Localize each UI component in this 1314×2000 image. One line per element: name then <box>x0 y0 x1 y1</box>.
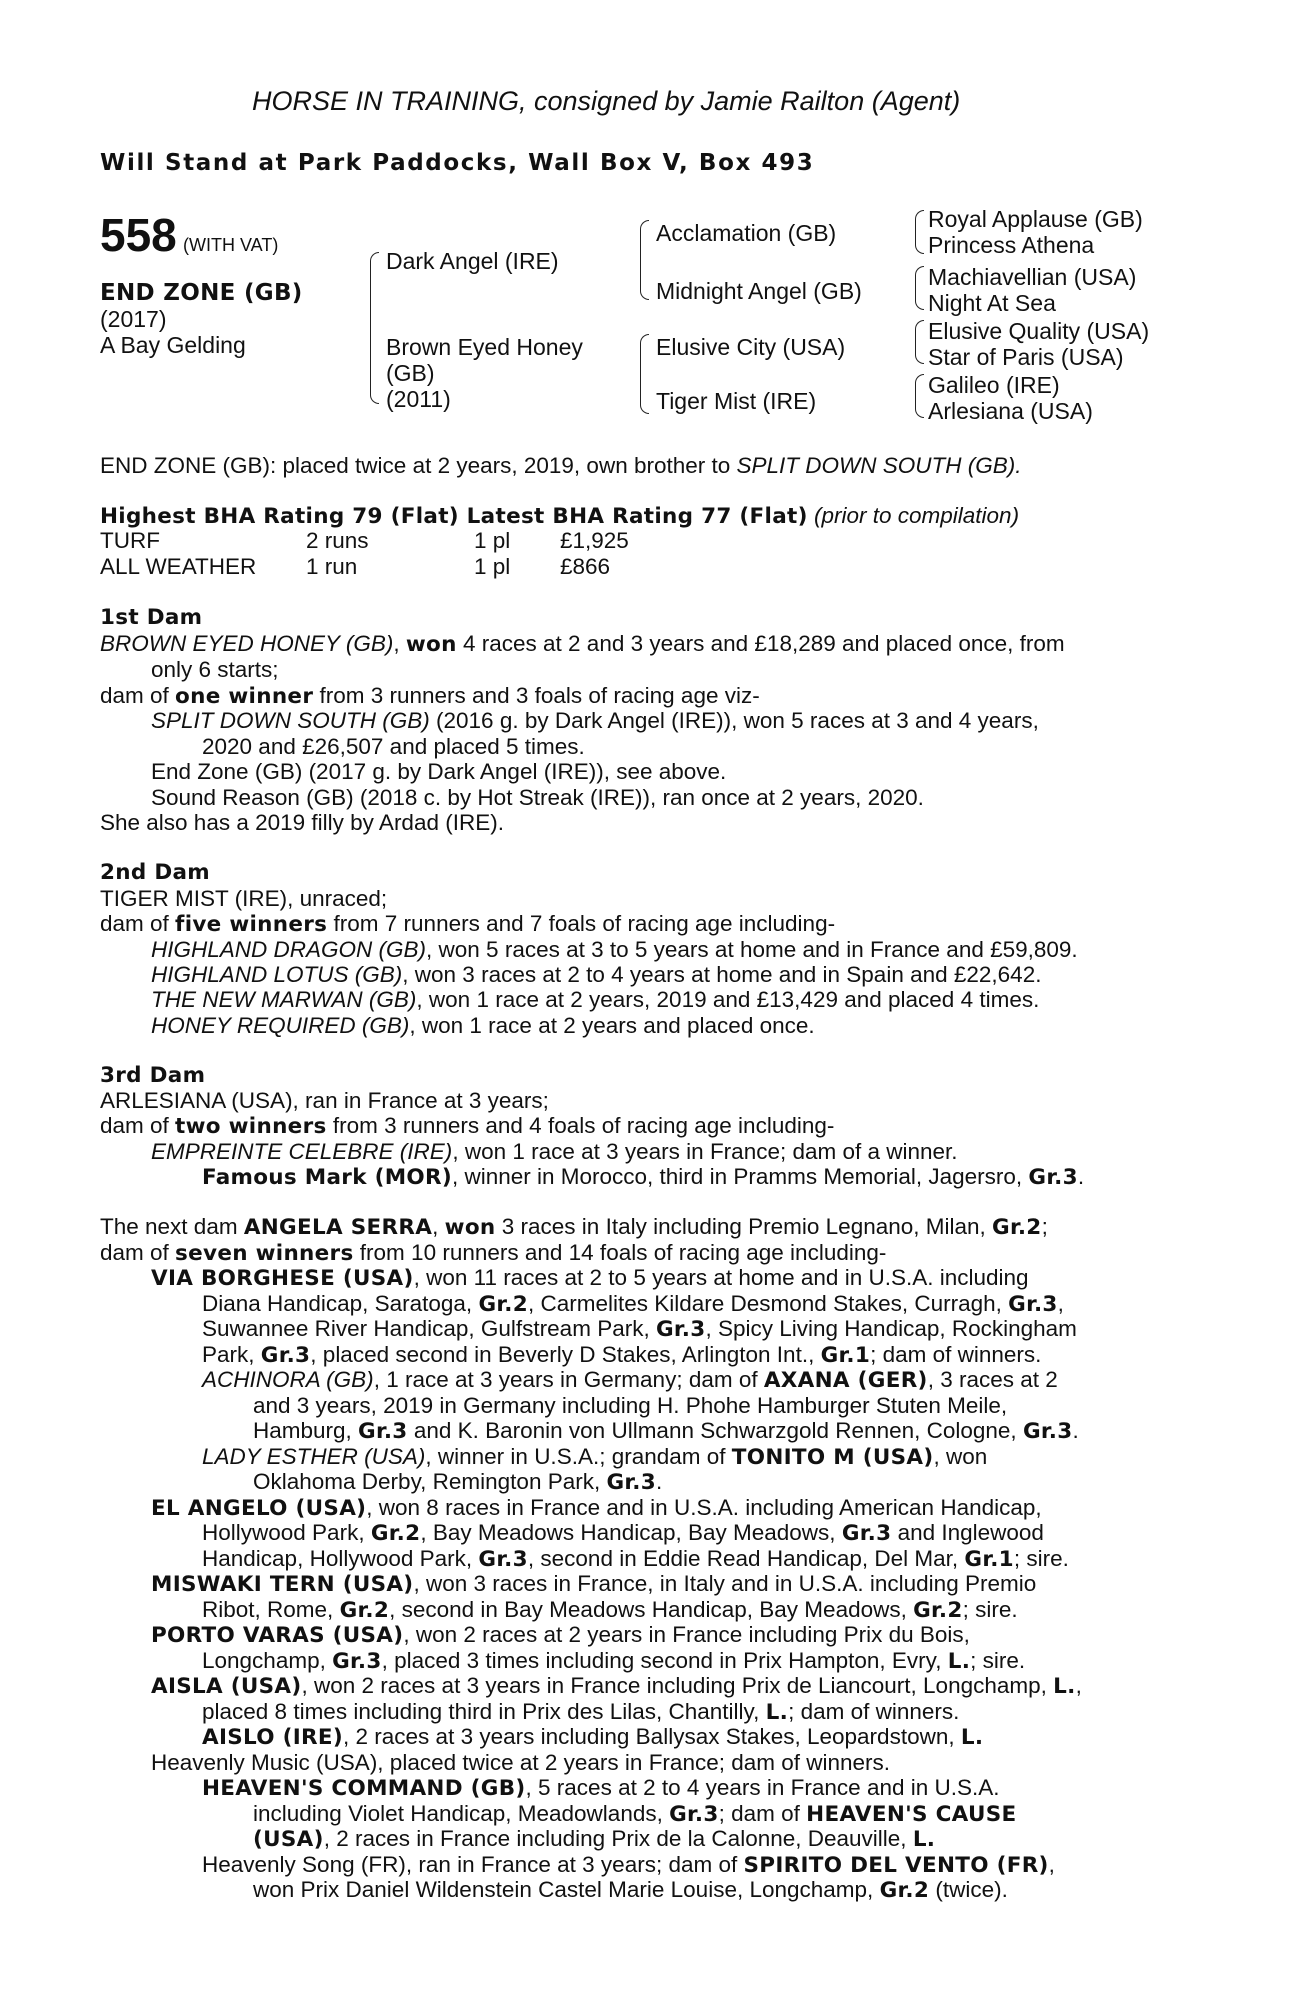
next-dam-line: VIA BORGHESE (USA), won 11 races at 2 to 5 years at home and in U.S.A. including <box>151 1265 1029 1291</box>
next-dam-line: Oklahoma Derby, Remington Park, Gr.3. <box>253 1469 663 1495</box>
pedigree-ggd-2: Night At Sea <box>928 290 1056 316</box>
second-dam-line: THE NEW MARWAN (GB), won 1 race at 2 years, 2019 and £13,429 and placed 4 times. <box>151 987 1040 1012</box>
pedigree-sire-dam: Midnight Angel (GB) <box>656 278 862 304</box>
record-prize: £1,925 <box>560 528 629 553</box>
second-dam-heading: 2nd Dam <box>100 860 210 885</box>
record-runs: 2 runs <box>306 528 369 553</box>
next-dam-line: Hollywood Park, Gr.2, Bay Meadows Handicap, Bay Meadows, Gr.3 and Inglewood <box>202 1520 1044 1546</box>
third-dam-heading: 3rd Dam <box>100 1063 206 1088</box>
pedigree-sire-sire: Acclamation (GB) <box>656 220 837 246</box>
third-dam-line: ARLESIANA (USA), ran in France at 3 years; <box>100 1088 549 1113</box>
pedigree-sire: Dark Angel (IRE) <box>386 248 559 274</box>
next-dam-line: AISLA (USA), won 2 races at 3 years in France including Prix de Liancourt, Longchamp, L., <box>151 1673 1082 1699</box>
race-summary-sibling: SPLIT DOWN SOUTH (GB). <box>736 453 1022 478</box>
next-dam-line: (USA), 2 races in France including Prix de la Calonne, Deauville, L. <box>253 1826 936 1852</box>
pedigree-brace-ss <box>915 210 924 254</box>
next-dam-line: Handicap, Hollywood Park, Gr.3, second in Eddie Read Handicap, Del Mar, Gr.1; sire. <box>202 1546 1069 1572</box>
next-dam-line: Heavenly Music (USA), placed twice at 2 years in France; dam of winners. <box>151 1750 891 1775</box>
lot-number: 558 <box>100 209 177 261</box>
second-dam-line: dam of five winners from 7 runners and 7 foals of racing age including- <box>100 911 836 937</box>
next-dam-line: HEAVEN'S COMMAND (GB), 5 races at 2 to 4 years in France and in U.S.A. <box>202 1775 1000 1801</box>
next-dam-line: Ribot, Rome, Gr.2, second in Bay Meadows Handicap, Bay Meadows, Gr.2; sire. <box>202 1597 1018 1623</box>
pedigree-dam-country: (GB) <box>386 360 435 386</box>
bha-rating-note: (prior to compilation) <box>813 503 1020 528</box>
first-dam-line: only 6 starts; <box>151 657 279 682</box>
next-dam-line: ACHINORA (GB), 1 race at 3 years in Germany; dam of AXANA (GER), 3 races at 2 <box>202 1367 1058 1393</box>
next-dam-line: placed 8 times including third in Prix des Lilas, Chantilly, L.; dam of winners. <box>202 1699 960 1725</box>
next-dam-line: EL ANGELO (USA), won 8 races in France and in U.S.A. including American Handicap, <box>151 1495 1042 1521</box>
bha-rating <box>100 503 1019 530</box>
horse-name: END ZONE (GB) <box>100 280 303 306</box>
pedigree-brace-sd <box>915 266 924 310</box>
next-dam-line: MISWAKI TERN (USA), won 3 races in France, in Italy and in U.S.A. including Premio <box>151 1571 1037 1597</box>
next-dam-line: Diana Handicap, Saratoga, Gr.2, Carmelites Kildare Desmond Stakes, Curragh, Gr.3, <box>202 1291 1064 1317</box>
next-dam-line: won Prix Daniel Wildenstein Castel Marie Louise, Longchamp, Gr.2 (twice). <box>253 1877 1008 1903</box>
next-dam-line: Heavenly Song (FR), ran in France at 3 years; dam of SPIRITO DEL VENTO (FR), <box>202 1852 1055 1878</box>
next-dam-line: Suwannee River Handicap, Gulfstream Park, Gr.3, Spicy Living Handicap, Rockingham <box>202 1316 1077 1342</box>
record-runs: 1 run <box>306 554 358 579</box>
pedigree-ggs-2: Machiavellian (USA) <box>928 264 1137 290</box>
stand-location: Will Stand at Park Paddocks, Wall Box V, Box 493 <box>100 150 815 176</box>
next-dam-line: LADY ESTHER (USA), winner in U.S.A.; grandam of TONITO M (USA), won <box>202 1444 988 1470</box>
record-row <box>100 554 256 580</box>
first-dam-heading: 1st Dam <box>100 605 203 630</box>
record-placed: 1 pl <box>474 554 511 579</box>
pedigree-brace-main <box>370 252 379 404</box>
horse-description: A Bay Gelding <box>100 332 246 358</box>
next-dam-line: dam of seven winners from 10 runners and 14 foals of racing age including- <box>100 1240 887 1266</box>
vat-label: (WITH VAT) <box>183 235 279 255</box>
second-dam-line: HONEY REQUIRED (GB), won 1 race at 2 years and placed once. <box>151 1013 815 1038</box>
race-summary-text: END ZONE (GB): placed twice at 2 years, 2019, own brother to <box>100 453 737 478</box>
record-prize: £866 <box>560 554 611 579</box>
pedigree-ggd-4: Arlesiana (USA) <box>928 398 1093 424</box>
first-dam-line: 2020 and £26,507 and placed 5 times. <box>202 734 585 759</box>
next-dam-line: including Violet Handicap, Meadowlands, Gr.3; dam of HEAVEN'S CAUSE <box>253 1801 1017 1827</box>
first-dam-line: End Zone (GB) (2017 g. by Dark Angel (IRE)), see above. <box>151 759 727 784</box>
first-dam-line: She also has a 2019 filly by Ardad (IRE). <box>100 810 504 835</box>
pedigree-dam-year: (2011) <box>386 386 451 412</box>
lot-number-line <box>100 209 279 268</box>
pedigree-brace-dd <box>915 374 924 418</box>
record-placed: 1 pl <box>474 528 511 553</box>
pedigree-dam-dam: Tiger Mist (IRE) <box>656 388 817 414</box>
pedigree-dam: Brown Eyed Honey <box>386 334 583 360</box>
pedigree-brace-dam <box>640 334 649 414</box>
first-dam-line: BROWN EYED HONEY (GB), won 4 races at 2 and 3 years and £18,289 and placed once, from <box>100 631 1065 657</box>
next-dam-line: Park, Gr.3, placed second in Beverly D Stakes, Arlington Int., Gr.1; dam of winners. <box>202 1342 1042 1368</box>
second-dam-line: HIGHLAND DRAGON (GB), won 5 races at 3 to 5 years at home and in France and £59,809. <box>151 937 1078 962</box>
next-dam-line: The next dam ANGELA SERRA, won 3 races in Italy including Premio Legnano, Milan, Gr.2; <box>100 1214 1048 1240</box>
first-dam-line: SPLIT DOWN SOUTH (GB) (2016 g. by Dark Angel (IRE)), won 5 races at 3 and 4 years, <box>151 708 1039 733</box>
record-row <box>100 528 160 554</box>
next-dam-line: PORTO VARAS (USA), won 2 races at 2 years in France including Prix du Bois, <box>151 1622 970 1648</box>
next-dam-line: and 3 years, 2019 in Germany including H. Phohe Hamburger Stuten Meile, <box>253 1393 1008 1418</box>
second-dam-line: HIGHLAND LOTUS (GB), won 3 races at 2 to 4 years at home and in Spain and £22,642. <box>151 962 1042 987</box>
race-summary <box>100 453 1022 479</box>
pedigree-dam-sire: Elusive City (USA) <box>656 334 846 360</box>
pedigree-brace-sire <box>640 220 649 300</box>
pedigree-ggs-3: Elusive Quality (USA) <box>928 318 1150 344</box>
third-dam-line: dam of two winners from 3 runners and 4 foals of racing age including- <box>100 1113 835 1139</box>
pedigree-brace-ds <box>915 320 924 364</box>
second-dam-line: TIGER MIST (IRE), unraced; <box>100 886 388 911</box>
page-title: HORSE IN TRAINING, consigned by Jamie Railton (Agent) <box>252 86 961 116</box>
first-dam-line: Sound Reason (GB) (2018 c. by Hot Streak (IRE)), ran once at 2 years, 2020. <box>151 785 924 810</box>
bha-rating-values: Highest BHA Rating 79 (Flat) Latest BHA Rating 77 (Flat) <box>100 504 808 529</box>
next-dam-line: AISLO (IRE), 2 races at 3 years including Ballysax Stakes, Leopardstown, L. <box>202 1724 984 1750</box>
pedigree-ggs-4: Galileo (IRE) <box>928 372 1060 398</box>
next-dam-line: Hamburg, Gr.3 and K. Baronin von Ullmann Schwarzgold Rennen, Cologne, Gr.3. <box>253 1418 1079 1444</box>
pedigree-ggd-3: Star of Paris (USA) <box>928 344 1124 370</box>
record-surface: TURF <box>100 528 160 553</box>
pedigree-ggd-1: Princess Athena <box>928 232 1095 258</box>
third-dam-line: EMPREINTE CELEBRE (IRE), won 1 race at 3 years in France; dam of a winner. <box>151 1139 958 1164</box>
first-dam-line: dam of one winner from 3 runners and 3 foals of racing age viz- <box>100 683 760 709</box>
third-dam-line: Famous Mark (MOR), winner in Morocco, third in Pramms Memorial, Jagersro, Gr.3. <box>202 1164 1085 1190</box>
record-surface: ALL WEATHER <box>100 554 257 579</box>
pedigree-ggs-1: Royal Applause (GB) <box>928 206 1143 232</box>
horse-year: (2017) <box>100 306 167 332</box>
next-dam-line: Longchamp, Gr.3, placed 3 times including second in Prix Hampton, Evry, L.; sire. <box>202 1648 1026 1674</box>
